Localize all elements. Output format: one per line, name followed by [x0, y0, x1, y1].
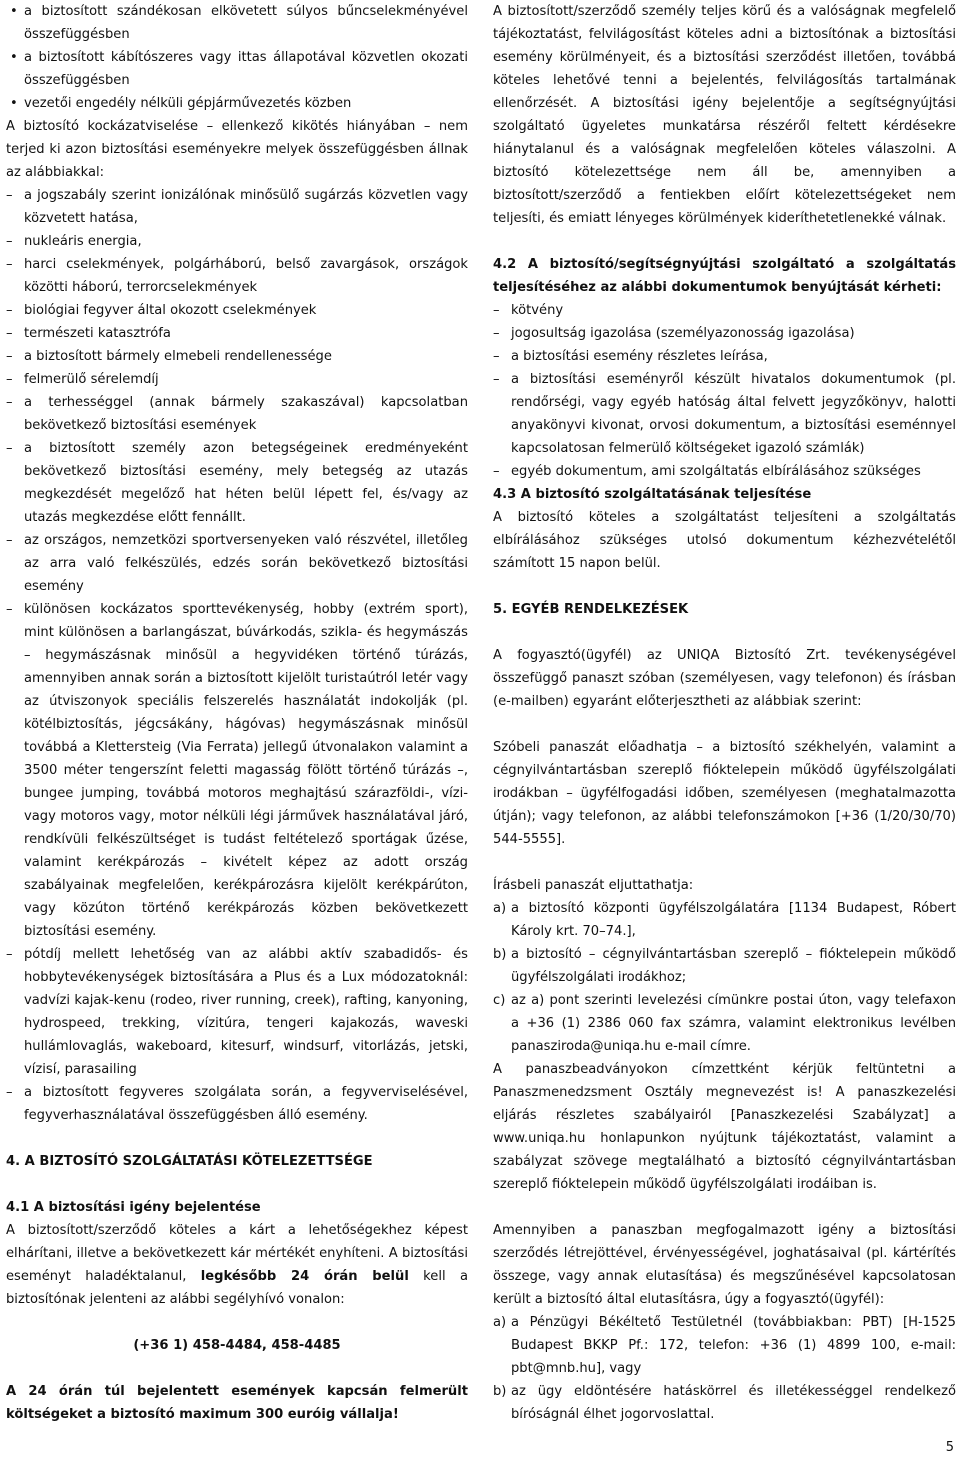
dash-item: – felmerülő sérelemdíj — [6, 368, 468, 391]
dash-item: – a biztosított személy azon betegségeinek eredményeként bekövetkező biztosítási esemény, mely betegség az utazás megkezdését megelőző hat héten belül lépett fel, és/vagy az utazás megkezdése előtt fennállt. — [6, 437, 468, 529]
dash-item: – nukleáris energia, — [6, 230, 468, 253]
dash-item: – a biztosított fegyveres szolgálata során, a fegyverviselésével, fegyverhasználatával összefüggésben álló esemény. — [6, 1081, 468, 1127]
dash-item: – pótdíj mellett lehetőség van az alábbi aktív szabadidős- és hobbytevékenységek biztosítására a Plus és a Lux módozatoknál: vadvízi kajak-kenu (rodeo, river running, creek), rafting, kanyoning, hydrospeed, trekking, vízitúra, tengeri kajakozás, waveski hullámlovaglás, wakeboard, kitesurf, windsurf, vitorlázás, jetski, vízisí, parasailing — [6, 943, 468, 1081]
oral-complaint: Szóbeli panaszát előadhatja – a biztosító székhelyén, valamint a cégnyilvántartásban szereplő fióktelepein működő ügyfélszolgálati irodákban – ügyfélfogadási időben, személyesen (meghatalmazotta útján); vagy telefonon, az alábbi telefonszámokon [+36 (1/20/30/70) 544-5555]. — [493, 740, 956, 847]
section-5-title: 5. EGYÉB RENDELKEZÉSEK — [493, 602, 689, 617]
complaint-intro: A fogyasztó(ügyfél) az UNIQA Biztosító Zrt. tevékenységével összefüggő panaszt szóban (személyesen, vagy telefonon) és írásban (e-mailben) egyaránt előterjesztheti az alábbiak szerint: — [493, 648, 956, 709]
document-item: – jogosultság igazolása (személyazonosság igazolása) — [493, 322, 956, 345]
remedy-option: a) a Pénzügyi Békéltető Testületnél (továbbiakban: PBT) [H-1525 Budapest BKKP Pf.: 172, telefon: +36 (1) 4899 100, e-mail: pbt@mnb.hu], vagy — [493, 1315, 956, 1376]
section-4-3-title: 4.3 A biztosító szolgáltatásának teljesítése — [493, 487, 812, 502]
remedy-option: b) az ügy eldöntésére hatáskörrel és illetékességgel rendelkező bíróságnál élhet jogorvoslattal. — [493, 1384, 956, 1422]
section-4-1-text: A biztosított/szerződő köteles a kárt a lehetőségekhez képest elhárítani, illetve a bekövetkezett kár mértékét enyhíteni. A biztosítási eseményt haladéktalanul, legkésőbb 24 órán belül kell a biztosítónak jelenteni az alábbi segélyhívó vonalon: — [6, 1223, 468, 1307]
written-option: c) az a) pont szerinti levelezési címünkre postai úton, vagy telefaxon a +36 (1) 2386 060 fax számra, valamint elektronikus levélben panasziroda@uniqa.hu e-mail címre. — [493, 993, 956, 1054]
page-number: 5 — [945, 1440, 954, 1455]
dash-item: – az országos, nemzetközi sportversenyeken való részvétel, illetőleg az arra való felkészülés, edzés során bekövetkező biztosítási esemény — [6, 529, 468, 598]
dash-item: – a terhességgel (annak bármely szakaszával) kapcsolatban bekövetkező biztosítási események — [6, 391, 468, 437]
emergency-phone: (+36 1) 458-4484, 458-4485 — [133, 1338, 341, 1353]
dash-item: – biológiai fegyver által okozott cselekmények — [6, 299, 468, 322]
complaint-handling: A panaszbeadványokon címzettként kérjük feltüntetni a Panaszmenedzsment Osztály megnevezést is! A panaszkezelési eljárás részletes szabályairól [Panaszkezelési Szabályzat] a www.uniqa.hu honlapunkon nyújtunk tájékoztatást, valamint a szabályzat szövege megtalálható a biztosító cégnyilvántartásban szereplő fióktelepein működő ügyfélszolgálati irodáiban is. — [493, 1062, 956, 1192]
section-4-1-title: 4.1 A biztosítási igény bejelentése — [6, 1200, 261, 1215]
dash-item: – harci cselekmények, polgárháború, belső zavargások, országok közötti háború, terrorcselekmények — [6, 253, 468, 299]
right-column — [493, 0, 956, 1426]
dash-item: – a biztosított bármely elmebeli rendellenessége — [6, 345, 468, 368]
written-option: a) a biztosító központi ügyfélszolgálatára [1134 Budapest, Róbert Károly krt. 70–74.], — [493, 901, 956, 939]
written-option: b) a biztosító – cégnyilvántartásban szereplő – fióktelepein működő ügyfélszolgálati irodákhoz; — [493, 947, 956, 985]
section-4-3-text: A biztosító köteles a szolgáltatást teljesíteni a szolgáltatás elbírálásához szükséges utolsó dokumentum kézhezvételétől számított 15 napon belül. — [493, 510, 956, 571]
left-column — [6, 0, 468, 1426]
document-item: – a biztosítási esemény részletes leírása, — [493, 345, 956, 368]
bullet-item: • a biztosított szándékosan elkövetett súlyos bűncselekményével összefüggésben — [6, 0, 468, 46]
written-complaint-intro: Írásbeli panaszát eljuttathatja: — [493, 878, 694, 893]
dash-item: – különösen kockázatos sporttevékenység, hobby (extrém sport), mint különösen a barlangászat, búvárkodás, szikla- és hegymászás – hegymászásnak minősül a hegyvidéken történő túrázás, amennyiben annak során a biztosított kijelölt turistaútról letér vagy az útviszonyok speciális felszerelés használatát indokolják (pl. kötélbiztosítás, jégcsákány, hágóvas) hegymászásnak minősül továbbá a Klettersteig (Via Ferrata) jellegű útvonalakon valamint a 3500 méter tengerszínt feletti magasság fölött történő túrázás –, bungee jumping, továbbá motoros meghajtású szárazföldi-, vízi- vagy motoros vagy, motor nélküli légi járművek használatával járó, rendkívüli felkészültséget is tudást feltételező sportágak űzése, valamint kerékpározás – kivételt képez az adott ország szabályainak megfelelően, kerékpározásra kijelölt kerékpárúton, vagy közúton történő kerékpározás közben bekövetkezett biztosítási esemény. — [6, 598, 468, 943]
dash-item: – a jogszabály szerint ionizálónak minősülő sugárzás közvetlen vagy közvetett hatása, — [6, 184, 468, 230]
document-item: – kötvény — [493, 299, 956, 322]
obligation-paragraph: A biztosított/szerződő személy teljes körű és a valóságnak megfelelő tájékoztatást, felvilágosítást köteles adni a biztosítónak a biztosítási esemény körülményeit, és a biztosítási szerződést illetően, továbbá köteles lehetővé tenni a bejelentés, felvilágosítás tartalmának ellenőrzését. A biztosítási igény bejelentője a segítségnyújtási szolgáltató ügyeletes munkatársa részéről feltett kérdésekre hiánytalanul és a valóságnak megfelelően köteles válaszolni. A biztosító kötelezettsége nem áll be, amennyiben a biztosított/szerződő a fentiekben előírt kötelezettségeket nem teljesíti, és emiatt lényeges körülmények kideríthetetlenekké válnak. — [493, 4, 956, 226]
limit-note: A 24 órán túl bejelentett események kapcsán felmerült költségeket a biztosító maximum 300 euróig vállalja! — [6, 1384, 468, 1422]
dash-item: – természeti katasztrófa — [6, 322, 468, 345]
section-4-2-title: 4.2 A biztosító/segítségnyújtási szolgáltató a szolgáltatás teljesítéséhez az alábbi dokumentumok benyújtását kérheti: — [493, 257, 956, 295]
bullet-item: • vezetői engedély nélküli gépjárművezetés közben — [6, 92, 468, 115]
document-item: – egyéb dokumentum, ami szolgáltatás elbírálásához szükséges — [493, 460, 956, 483]
exclusions-intro: A biztosító kockázatviselése – ellenkező kikötés hiányában – nem terjed ki azon biztosítási eseményekre melyek összefüggésben állnak az alábbiakkal: — [6, 119, 468, 180]
section-4-title: 4. A BIZTOSÍTÓ SZOLGÁLTATÁSI KÖTELEZETTSÉGE — [6, 1154, 373, 1169]
document-item: – a biztosítási eseményről készült hivatalos dokumentumok (pl. rendőrségi, vagy egyéb hatóság által felvett jegyzőkönyv, halotti anyakönyvi kivonat, orvosi dokumentum, a biztosítási eseménnyel kapcsolatosan felmerülő költségeket igazoló számlák) — [493, 368, 956, 460]
bullet-item: • a biztosított kábítószeres vagy ittas állapotával közvetlen okozati összefüggésben — [6, 46, 468, 92]
rejection-paragraph: Amennyiben a panaszban megfogalmazott igény a biztosítási szerződés létrejöttével, érvényességével, joghatásaival (pl. kártérítés összege, vagy annak elutasítása) és megszűnésével kapcsolatosan került a biztosító által elutasításra, úgy a fogyasztó(ügyfél): — [493, 1223, 956, 1307]
